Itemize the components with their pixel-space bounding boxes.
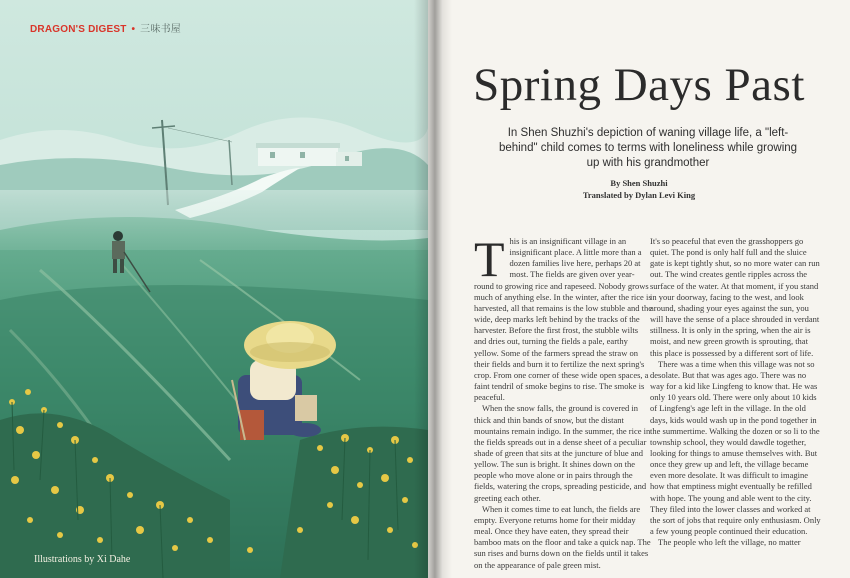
- article-column-2: [650, 236, 822, 548]
- illustration-credit: Illustrations by Xi Dahe: [34, 554, 131, 565]
- article-column-1: [474, 231, 652, 571]
- paragraph: When it comes time to eat lunch, the fields are empty. Everyone returns home for their midday meal. Once they have eaten, they spread their bamboo mats on the floor and take a quick nap. The sun rises and burns down on the fields until it takes on the appearance of pale green mist.: [474, 503, 651, 570]
- paragraph: There was a time when this village was not so desolate. But that was ages ago. There was no way for a kid like Lingfeng to know that. He was only 10 years old. There were only about 10 kids of Lingfeng's age left in the village. In the old days, kids would wash up in the pond together in the summertime. Walking the dozen or so li to the township school, they would dawdle together, looking for things to amuse themselves with. But once they grew up and left, the village became even more desolate. It was difficult to imagine how that emptiness might eventually be refilled with hope. The young and able went to the city. They filed into the lower classes and worked at the sort of jobs that require only enthusiasm. Only a few young people continued their education.: [650, 358, 821, 537]
- translator: Translated by Dylan Levi King: [582, 190, 696, 200]
- byline: [428, 177, 850, 201]
- magazine-brand: DRAGON'S DIGEST: [30, 24, 127, 35]
- author: By Shen Shuzhi: [610, 178, 668, 188]
- paragraph: It's so peaceful that even the grasshoppers go quiet. The pond is only half full and the sluice gate is kept tightly shut, so no more water can run out. The wind creates gentle ripples across the surface of the water. At that moment, if you stand in your doorway, facing to the west, and look around, shading your eyes against the sun, you will have the sense of a place shrouded in verdant stillness. It is only in the spring, when the air is moist, and new green growth is sprouting, that this place is possessed by a different sort of life.: [650, 236, 820, 358]
- page-gutter: [414, 0, 452, 578]
- drop-cap: T: [474, 231, 505, 287]
- article-subtitle: In Shen Shuzhi's depiction of waning village life, a "left-behind" child comes to terms with loneliness while growing up with his grandmother: [498, 127, 798, 169]
- article-title: Spring Days Past: [473, 59, 805, 111]
- paragraph: The people who left the village, no matter: [658, 537, 801, 548]
- section-label: 三味书屋: [140, 24, 181, 35]
- magazine-header: [30, 20, 181, 35]
- header-separator: •: [131, 24, 136, 35]
- paragraph-text: his is an insignificant village in an insignificant place. A little more than a dozen families live here, perhaps 20 at most. The fields are given over year-round to growing rice and rapeseed. Nobody grows much of anything else. In the winter, after the rice is harvested, all that remains is the low stubble and the wide, deep marks left behind by the tracks of the harvester. Before the first frost, the stubble wilts and dries out, turning the fields a pale, earthy yellow. Some of the farmers spread the straw on their fields and burn it to fertilize the next spring's crop. From one corner of these wide open spaces, a faint tendril of smoke begins to rise. The smoke is peaceful.: [474, 236, 652, 403]
- paragraph: When the snow falls, the ground is covered in thick and thin bands of snow, but the distant mountains remain indigo. In the summer, the rice in the fields spreads out in a dense sheet of a peculiar shade of green that sits at the juncture of blue and yellow. The sun is bright. It shines down on the people who move alone or in pairs through the fields, watering the crops, spreading pesticide, and greeting each other.: [474, 403, 651, 503]
- article-page: [428, 0, 850, 578]
- paragraph: [474, 231, 652, 403]
